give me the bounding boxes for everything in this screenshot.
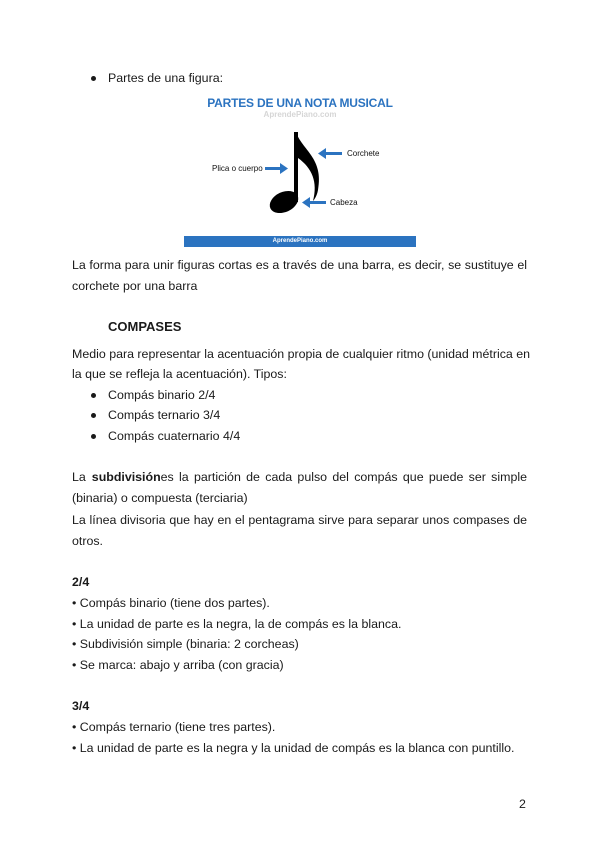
arrow-right-icon [265,163,288,174]
para3-prefix: La [72,470,86,484]
para2-line2: la que se refleja la acentuación). Tipos: [72,367,287,381]
music-note-figure [184,92,416,248]
section-24-item: • La unidad de parte es la negra, la de compás es la blanca. [72,617,402,631]
heading-compases: COMPASES [108,319,182,334]
section-34-item: • La unidad de parte es la negra y la unidad de compás es la blanca con puntillo. [72,741,515,755]
figure-footer: AprendePiano.com [184,236,416,247]
page-number: 2 [519,797,526,811]
para2-line1: Medio para representar la acentuación propia de cualquier ritmo (unidad métrica en [72,347,531,361]
section-24-heading: 2/4 [72,575,90,589]
para3-line1 [72,470,527,484]
bullet-marker [91,393,96,398]
type-item: Compás cuaternario 4/4 [108,429,241,443]
para3-rest: es la partición de cada pulso del compás que puede ser simple [160,470,527,484]
bullet-marker [91,413,96,418]
type-item: Compás ternario 3/4 [108,408,221,422]
para3-line2: (binaria) o compuesta (terciaria) [72,491,248,505]
para1-line2: corchete por una barra [72,279,198,293]
para3-line4: otros. [72,534,103,548]
bullet-marker [91,434,96,439]
para3-bold-word: subdivisión [91,470,161,484]
bullet-intro: Partes de una figura: [108,71,224,85]
bullet-marker [91,76,96,81]
para1-line1: La forma para unir figuras cortas es a través de una barra, es decir, se sustituye el [72,258,527,272]
type-item: Compás binario 2/4 [108,388,216,402]
label-flag: Corchete [347,149,380,158]
arrow-left-icon [318,148,342,159]
label-head: Cabeza [330,198,358,207]
note-flag [296,132,319,201]
figure-watermark: AprendePiano.com [263,110,337,119]
para3-line3: La línea divisoria que hay en el pentagrama sirve para separar unos compases de [72,513,527,527]
section-24-item: • Se marca: abajo y arriba (con gracia) [72,658,284,672]
section-34-item: • Compás ternario (tiene tres partes). [72,720,276,734]
section-24-item: • Subdivisión simple (binaria: 2 corcheas) [72,637,299,651]
label-stem: Plica o cuerpo [212,164,263,173]
section-24-item: • Compás binario (tiene dos partes). [72,596,270,610]
figure-title: PARTES DE UNA NOTA MUSICAL [207,96,393,110]
section-34-heading: 3/4 [72,699,90,713]
